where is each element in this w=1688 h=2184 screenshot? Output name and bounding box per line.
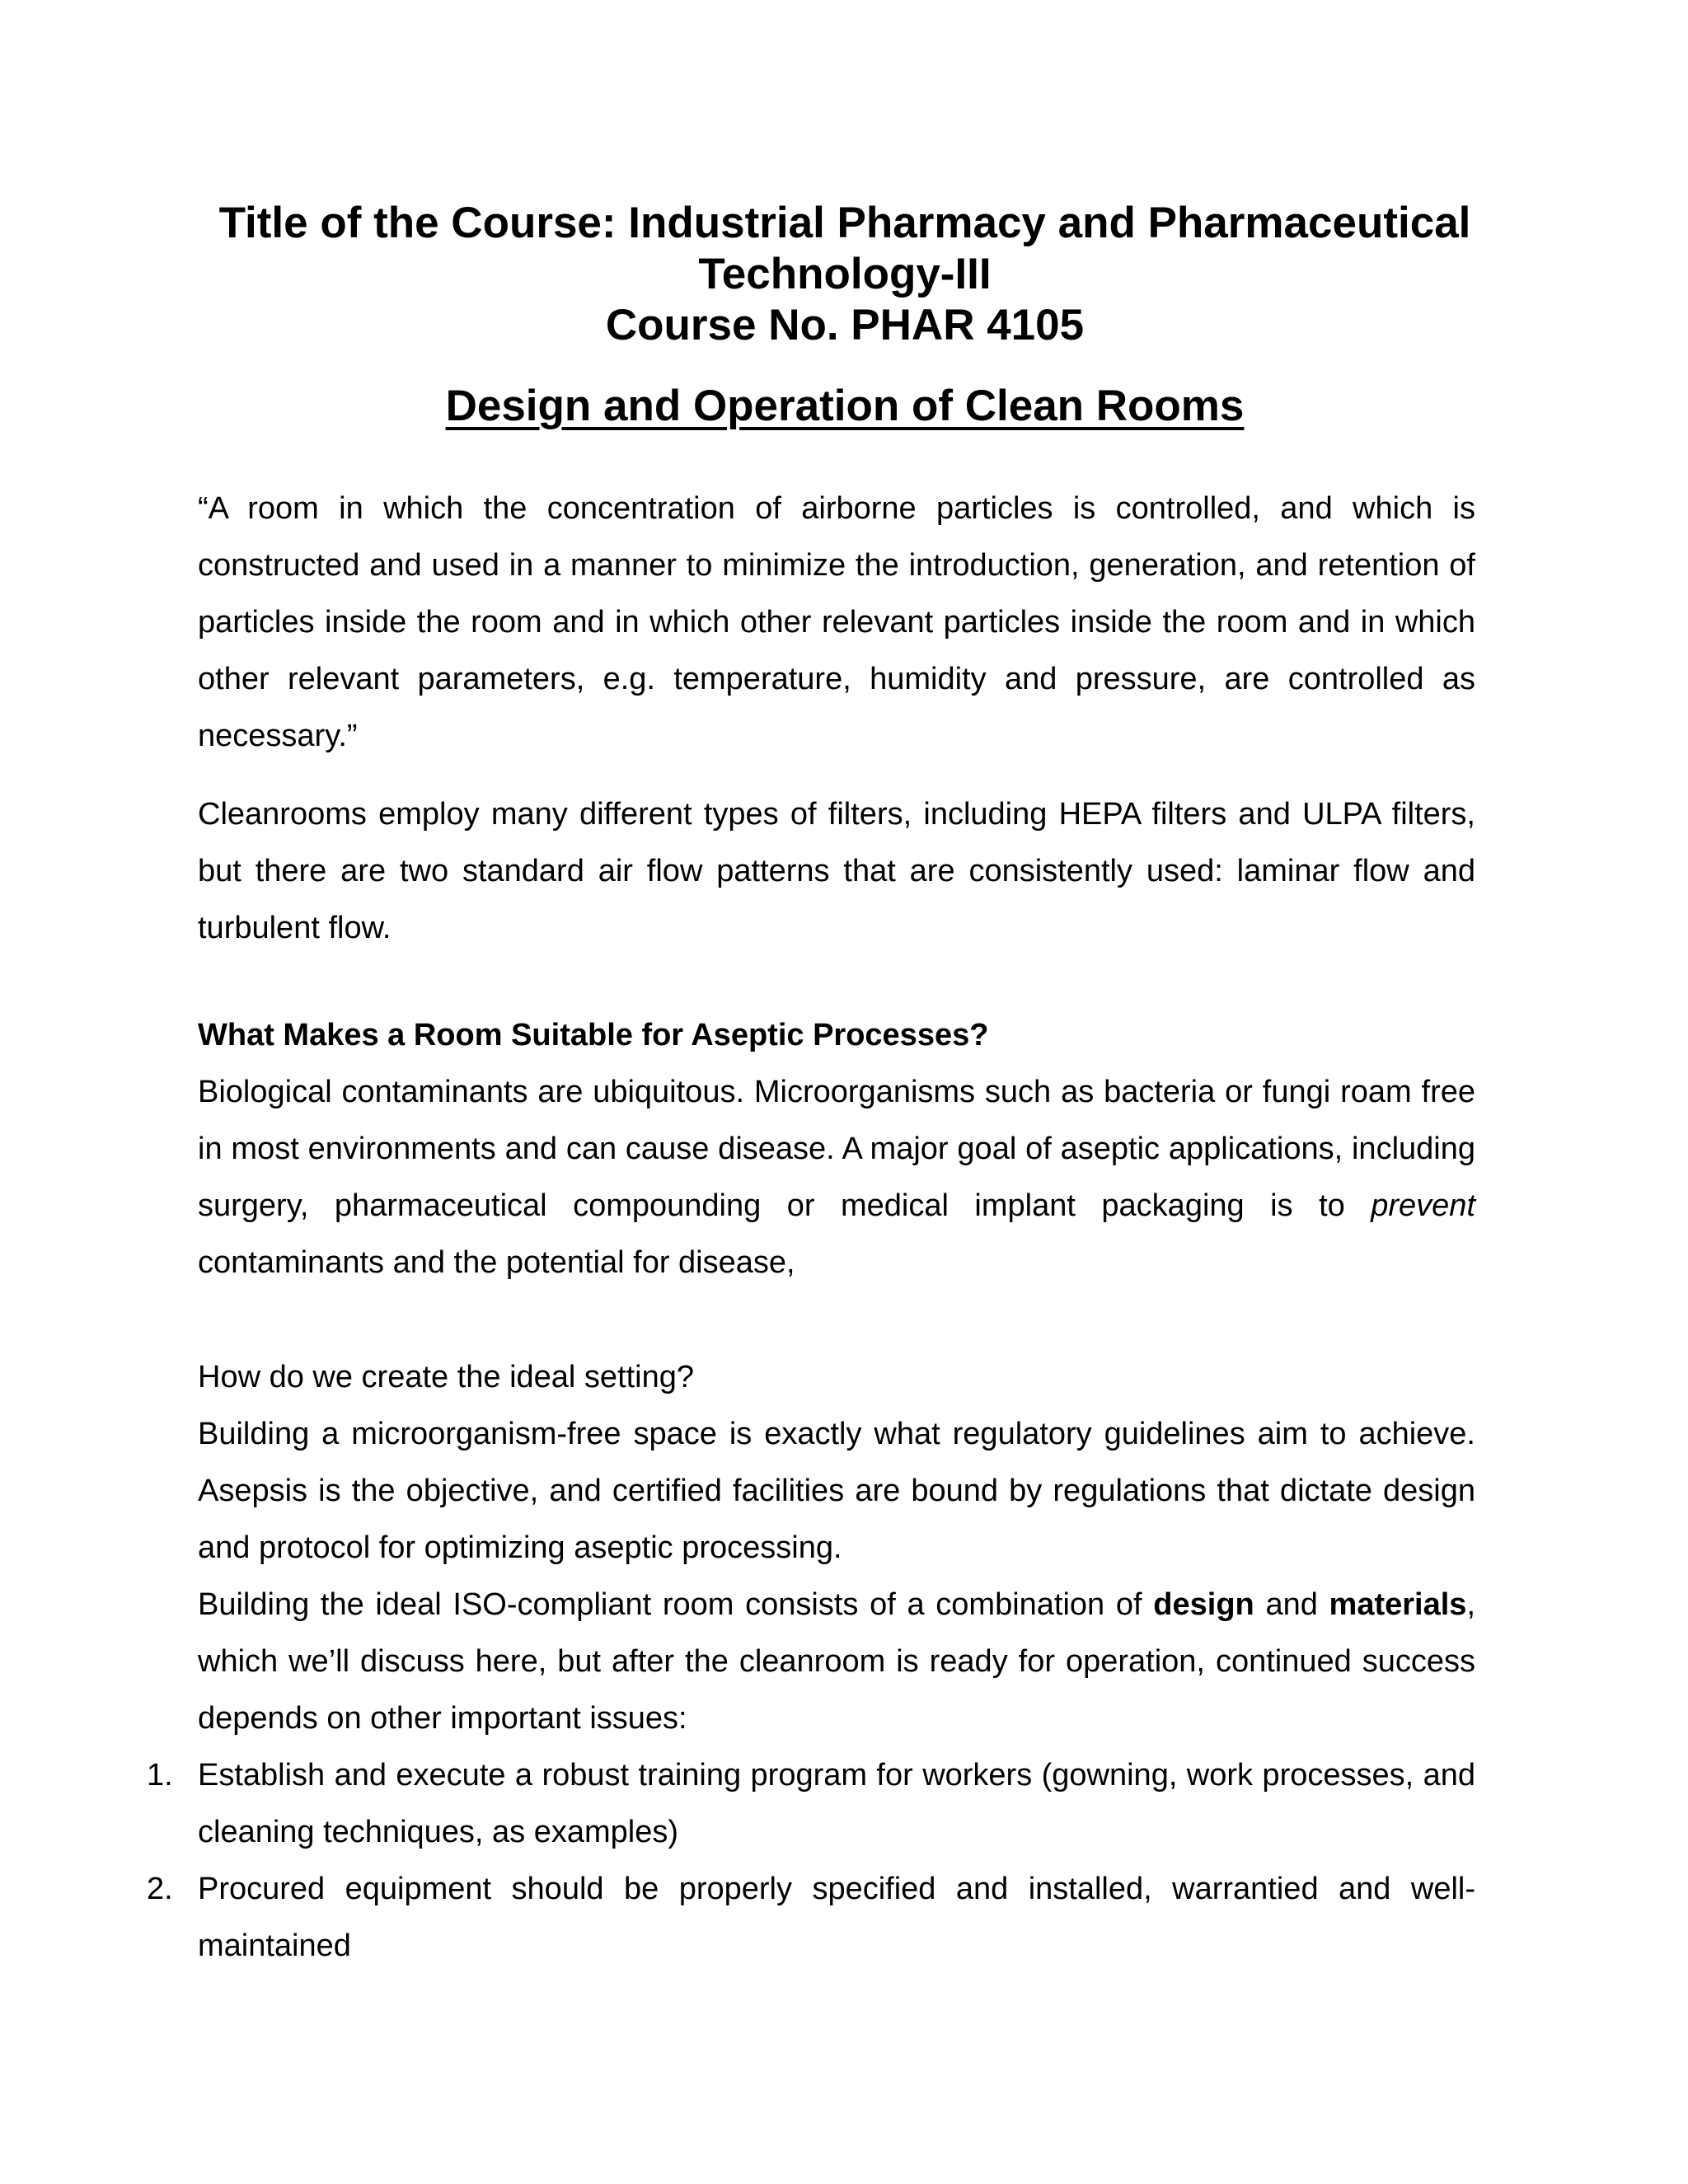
course-title-line-1: Title of the Course: Industrial Pharmacy and Pharmaceutical (218, 199, 1471, 247)
aseptic-heading: What Makes a Room Suitable for Aseptic Processes? (198, 1018, 989, 1052)
ideal-setting-p2-start: Building the ideal ISO-compliant room consists of a combination of (198, 1587, 1154, 1622)
aseptic-paragraph-emphasis: prevent (1371, 1188, 1475, 1223)
ideal-setting-p2-design: design (1153, 1587, 1254, 1622)
list-item-text: Establish and execute a robust training program for workers (gowning, work processes, and cleaning techniques, as examples) (198, 1758, 1475, 1849)
list-item (147, 1747, 1475, 1861)
ideal-setting-p2-end: , which we’ll discuss here, but after the cleanroom is ready for operation, continued success depends on other important issues: (198, 1587, 1475, 1736)
ideal-setting-question: How do we create the ideal setting? (198, 1360, 695, 1394)
list-item (147, 1861, 1475, 1975)
filters-paragraph: Cleanrooms employ many different types of filters, including HEPA filters and ULPA filters, but there are two standard air flow patterns that are consistently used: laminar flow and turbulent flow. (198, 797, 1475, 945)
definition-block (198, 480, 1475, 765)
list-item-text: Procured equipment should be properly specified and installed, warrantied and well-maintained (198, 1872, 1475, 1963)
aseptic-paragraph-end: contaminants and the potential for disease, (198, 1245, 795, 1280)
definition-quote: “A room in which the concentration of airborne particles is controlled, and which is constructed and used in a manner to minimize the introduction, generation, and retention of particles inside the room and in which other relevant particles inside the room and in which other relevant parameters, e.g. temperature, humidity and pressure, are controlled as necessary.” (198, 491, 1475, 753)
ideal-setting-p2-materials: materials (1329, 1587, 1467, 1622)
ideal-setting-section (147, 1349, 1475, 1975)
ideal-setting-paragraph-2 (198, 1577, 1475, 1747)
list-item-number: 1. (147, 1758, 173, 1793)
aseptic-paragraph (198, 1064, 1475, 1291)
list-item-number: 2. (147, 1872, 173, 1906)
course-number: Course No. PHAR 4105 (605, 301, 1085, 349)
aseptic-section (198, 1007, 1475, 1291)
filters-block (198, 786, 1475, 957)
course-header (165, 198, 1525, 351)
aseptic-paragraph-start: Biological contaminants are ubiquitous. Microorganisms such as bacteria or fungi roam free in most environments and can cause disease. A major goal of aseptic applications, including surgery, pharmaceutical compounding or medical implant packaging is to (198, 1075, 1475, 1223)
ideal-setting-paragraph-1: Building a microorganism-free space is exactly what regulatory guidelines aim to achieve. Asepsis is the objective, and certified facilities are bound by regulations that dictate design and protocol for optimizing aseptic processing. (198, 1417, 1475, 1565)
ideal-setting-p2-mid: and (1254, 1587, 1329, 1622)
course-title-line-2: Technology-III (698, 250, 992, 298)
document-title: Design and Operation of Clean Rooms (445, 382, 1245, 430)
